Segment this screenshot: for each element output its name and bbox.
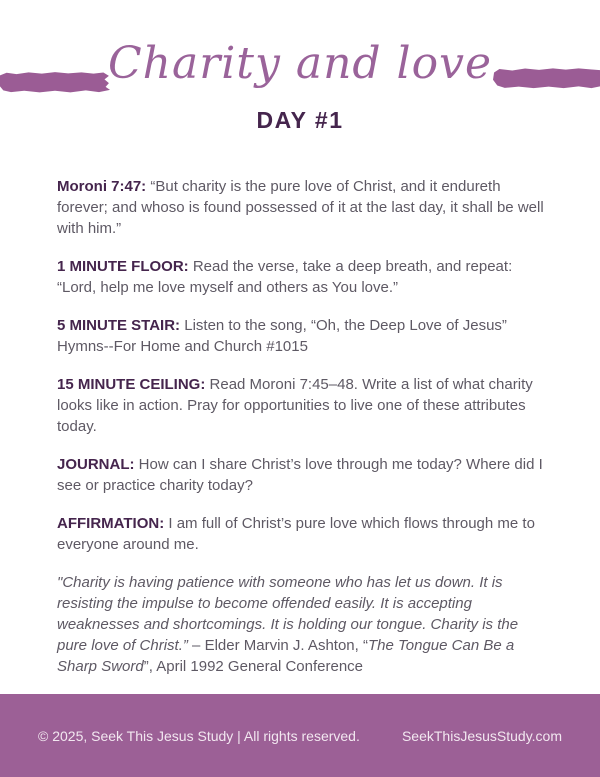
website-text: SeekThisJesusStudy.com: [401, 727, 562, 744]
section-journal-text: How can I share Christ’s love through me today? Where did I see or practice charity today?: [57, 456, 543, 494]
section-scripture-text: “But charity is the pure love of Christ, and it endureth forever; and whoso is found possessed of it at the last day, it shall be well with him.”: [57, 178, 544, 237]
day-subtitle: DAY #1: [256, 107, 344, 133]
section-affirmation-label: AFFIRMATION:: [57, 515, 165, 532]
section-affirmation-text: I am full of Christ’s pure love which flows through me to everyone around me.: [57, 515, 535, 553]
quote-attribution: – Elder Marvin J. Ashton, “: [187, 637, 368, 654]
section-1-minute-floor: [57, 256, 546, 298]
quote-main-text: "Charity is having patience with someone who has let us down. It is resisting the impulse to become offended easily. It is accepting weaknesses and shortcomings. It is holding our tongue. Charity is the pure love of Christ.”: [57, 574, 519, 654]
section-1-minute-floor-text: Read the verse, take a deep breath, and repeat: “Lord, help me love myself and others as You love.”: [57, 258, 513, 296]
section-1-minute-floor-label: 1 MINUTE FLOOR:: [57, 258, 189, 275]
section-affirmation: [57, 513, 546, 555]
quote-tail: ”, April 1992 General Conference: [143, 658, 364, 675]
page-title: Charity and love: [107, 38, 493, 89]
quote-paragraph: [57, 572, 546, 677]
section-5-minute-stair-label: 5 MINUTE STAIR:: [57, 317, 181, 334]
section-15-minute-ceiling-label: 15 MINUTE CEILING:: [57, 376, 206, 393]
section-5-minute-stair-text: Listen to the song, “Oh, the Deep Love of Jesus” Hymns--For Home and Church #1015: [57, 317, 507, 355]
section-5-minute-stair: [57, 315, 546, 357]
quote-work-title: The Tongue Can Be a Sharp Sword: [57, 637, 515, 675]
section-journal: [57, 454, 546, 496]
copyright-text: © 2025, Seek This Jesus Study | All rights reserved.: [38, 727, 360, 744]
section-scripture: [57, 176, 546, 239]
page-footer: [0, 694, 600, 777]
section-15-minute-ceiling: [57, 374, 546, 437]
section-scripture-label: Moroni 7:47:: [57, 178, 147, 195]
section-15-minute-ceiling-text: Read Moroni 7:45–48. Write a list of what charity looks like in action. Pray for opportunities to live one of these attributes today.: [57, 376, 533, 435]
content-area: [57, 176, 546, 677]
section-journal-label: JOURNAL:: [57, 456, 135, 473]
page-header: [0, 0, 600, 150]
